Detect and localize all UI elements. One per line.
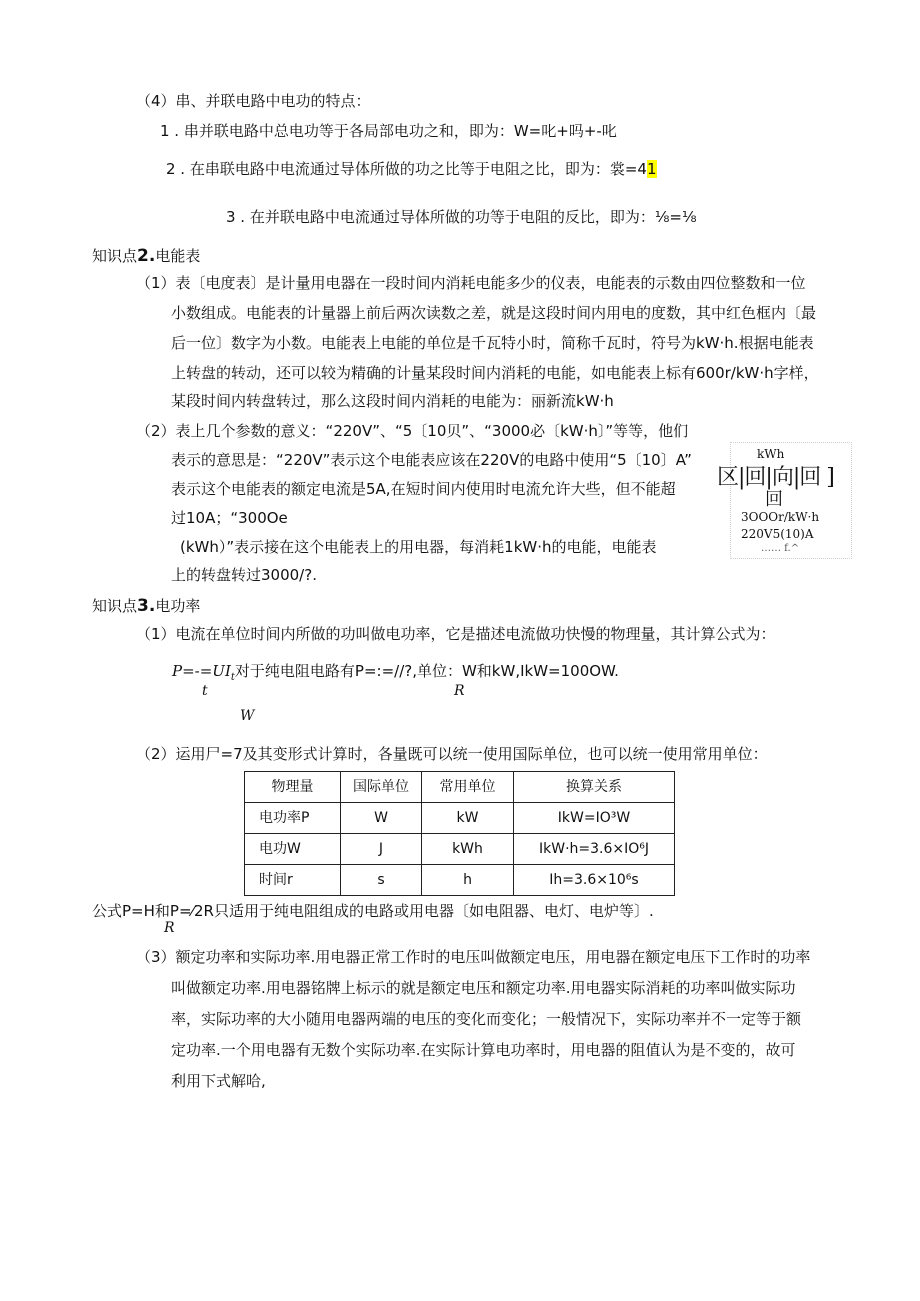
table-cell: h [422, 865, 514, 896]
power-formula [172, 662, 619, 684]
table-cell: IkW=IO³W [514, 803, 675, 834]
kp3-p3-line1: （3）额定功率和实际功率.用电器正常工作时的电压叫做额定电压，用电器在额定电压下工作时的功率 [136, 948, 811, 966]
table-row [245, 834, 675, 865]
kp3-number: 3. [137, 596, 156, 616]
formula-denominator-t: t [202, 683, 208, 699]
formula-subscript: t [230, 672, 235, 683]
kp2-title: 电能表 [155, 247, 201, 265]
table-cell: kW [422, 803, 514, 834]
electric-meter-figure [717, 442, 852, 559]
formula-denominator-r: R [454, 683, 465, 699]
table-header-cell: 换算关系 [514, 772, 675, 803]
kp3-title: 电功率 [155, 597, 201, 615]
kp2-p1-line1: （1）表〔电度表〕是计量用电器在一段时间内消耗电能多少的仪表，电能表的示数由四位整数和一位 [136, 274, 806, 292]
table-cell: Ih=3.6×10⁶s [514, 865, 675, 896]
kp2-p1-line2: 小数组成。电能表的计量器上前后两次读数之差，就是这段时间内用电的度数，其中红色框内〔最 [171, 304, 817, 322]
meter-digits-row: 区|回|向|回 ] [717, 465, 834, 490]
kp3-prefix: 知识点 [92, 597, 138, 615]
highlight-mark: 1 [646, 160, 657, 178]
kp3-p3-line2: 叫做额定功率.用电器铭牌上标示的就是额定电压和额定功率.用电器实际消耗的功率叫做实际功 [171, 979, 796, 997]
meter-revolutions-label: 3OOOr/kW·h [741, 510, 820, 524]
note-denominator-r: R [164, 920, 175, 936]
kp3-p3-line5: 利用下式解哈, [171, 1072, 266, 1090]
section4-item1: 1 . 串并联电路中总电功等于各局部电功之和，即为：W=叱+吗+-叱 [160, 122, 617, 140]
table-header-row [245, 772, 675, 803]
kp2-p2-line6: 上的转盘转过3000/?. [171, 566, 317, 584]
kp2-p2-line5: (kWh）”表示接在这个电能表上的用电器，每消耗1kW·h的电能，电能表 [180, 538, 657, 556]
kp2-p1-line5: 某段时间内转盘转过，那么这段时间内消耗的电能为：丽新流kW·h [171, 392, 614, 410]
section4-item2-text: 2 . 在串联电路中电流通过导体所做的功之比等于电阻之比，即为：裳=4 [166, 160, 647, 178]
kp3-p2: （2）运用尸=7及其变形式计算时，各量既可以统一使用国际单位，也可以统一使用常用单位： [136, 745, 768, 763]
units-table [244, 771, 675, 896]
kp3-p3-line3: 率，实际功率的大小随用电器两端的电压的变化而变化；一般情况下，实际功率并不一定等于额 [171, 1010, 802, 1028]
kp2-number: 2. [137, 246, 156, 266]
table-header-cell: 常用单位 [422, 772, 514, 803]
section4-heading: （4）串、并联电路中电功的特点： [136, 92, 371, 110]
table-cell: W [341, 803, 422, 834]
kp3-p3-line4: 定功率.一个用电器有无数个实际功率.在实际计算电功率时，用电器的阻值认为是不变的，故可 [171, 1041, 796, 1059]
table-cell: J [341, 834, 422, 865]
formula-rest: 对于纯电阻电路有P=:=//?,单位：W和kW,IkW=100OW. [234, 662, 619, 680]
table-header-cell: 国际单位 [341, 772, 422, 803]
table-cell: 电功W [245, 834, 341, 865]
kp2-prefix: 知识点 [92, 247, 138, 265]
table-cell: 电功率P [245, 803, 341, 834]
table-cell: s [341, 865, 422, 896]
kp2-p1-line3: 后一位〕数字为小数。电能表上电能的单位是千瓦特小时，简称千瓦时，符号为kW·h.根据电能表 [171, 334, 814, 352]
formula-applicability-note: 公式P=H和P=⁄2R只适用于纯电阻组成的电路或用电器〔如电阻器、电灯、电炉等〕. [92, 902, 654, 920]
kp2-heading [92, 246, 200, 266]
table-cell: 时间r [245, 865, 341, 896]
kp2-p1-line4: 上转盘的转动，还可以较为精确的计量某段时间内消耗的电能，如电能表上标有600r/kW·h字样， [171, 364, 819, 382]
formula-numerator-w: W [240, 708, 255, 724]
kp3-heading [92, 596, 200, 616]
table-row [245, 803, 675, 834]
kp3-p1: （1）电流在单位时间内所做的功叫做电功率，它是描述电流做功快慢的物理量，其计算公式为： [136, 625, 776, 643]
section4-item2 [166, 160, 657, 178]
kp2-p2-line1: （2）表上几个参数的意义：“220V”、“5〔10贝”、“3000必〔kW·h〕”等等，他们 [136, 422, 689, 440]
meter-rating-label: 220V5(10)A [741, 527, 814, 541]
table-cell: IkW·h=3.6×IO⁶J [514, 834, 675, 865]
meter-digits-row2: 回 [765, 489, 783, 510]
table-header-cell: 物理量 [245, 772, 341, 803]
meter-unit-label: kWh [757, 447, 785, 461]
formula-main: P=-=UI [172, 662, 231, 680]
section4-item3: 3 . 在并联电路中电流通过导体所做的功等于电阻的反比，即为：⅛=⅛ [226, 208, 697, 226]
table-row [245, 865, 675, 896]
meter-footer-mark: …… f.^ [761, 543, 800, 554]
kp2-p2-line4: 过10A；“300Oe [171, 509, 288, 527]
table-cell: kWh [422, 834, 514, 865]
kp2-p2-line2: 表示的意思是：“220V”表示这个电能表应该在220V的电路中使用“5〔10〕A” [171, 451, 692, 469]
kp2-p2-line3: 表示这个电能表的额定电流是5A,在短时间内使用时电流允许大些，但不能超 [171, 480, 676, 498]
